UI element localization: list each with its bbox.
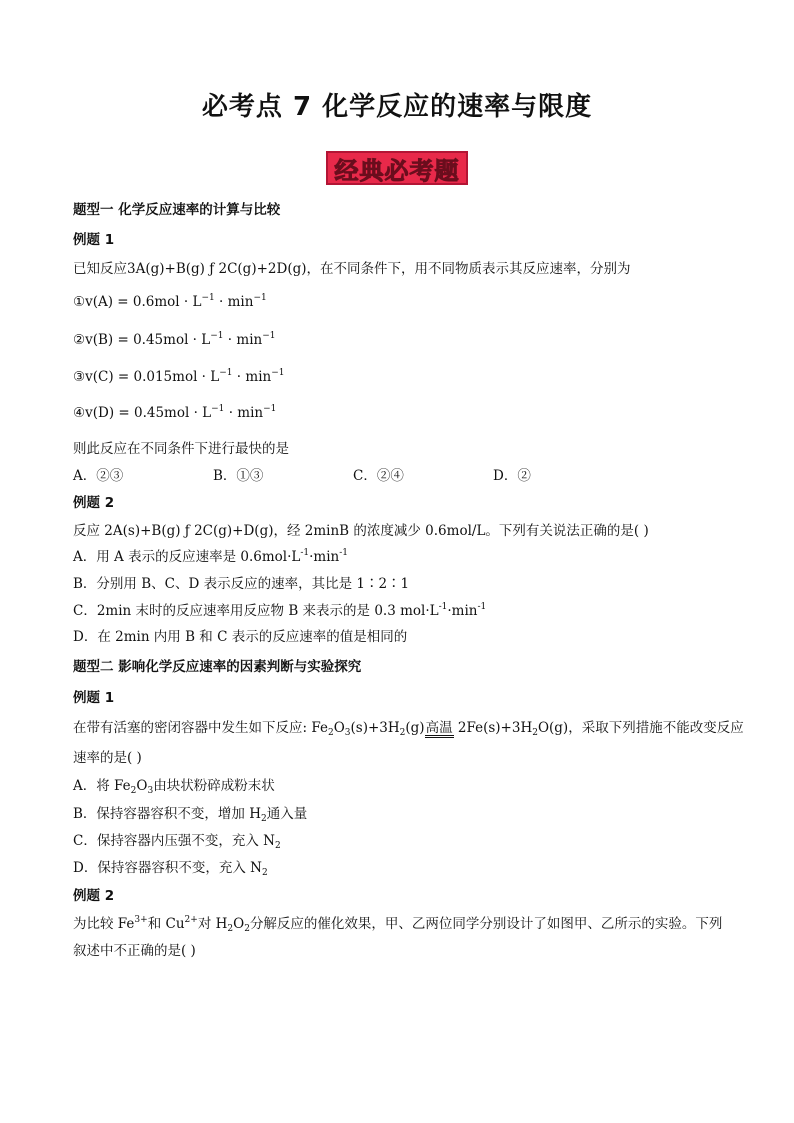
option-d: D．在 2min 内用 B 和 C 表示的反应速率的值是相同的 xyxy=(73,629,408,645)
option-b: B．分别用 B、C、D 表示反应的速率，其比是 1∶2∶1 xyxy=(73,576,410,592)
question-text: 则此反应在不同条件下进行最快的是 xyxy=(73,441,289,457)
rate-item: ①v(A) = $0.6mol \cdot L^{-1} \cdot \min^{-1}$ xyxy=(73,293,267,310)
option-a: A．②③ xyxy=(73,468,124,484)
example-label: 例题 1 xyxy=(73,690,115,706)
example-label: 例题 1 xyxy=(73,232,115,248)
option-c: C．保持容器内压强不变，充入 $N_2$ xyxy=(73,833,281,851)
option-b: B．①③ xyxy=(213,468,264,484)
badge-label: 经典必考题 xyxy=(334,156,460,185)
section-heading-2: 题型二 影响化学反应速率的因素判断与实验探究 xyxy=(73,659,362,675)
option-d: D．② xyxy=(493,468,531,484)
option-c: C．②④ xyxy=(353,468,404,484)
question-stem: 为比较 $Fe^{3+}$和 $Cu^{2+}$对 $H_2O_2$分解反应的催化效果，甲、乙两位同学分别设计了如图甲、乙所示的实验。下列 xyxy=(73,915,723,934)
section-heading-1: 题型一 化学反应速率的计算与比较 xyxy=(73,202,281,218)
page-title: 必考点 7 化学反应的速率与限度 xyxy=(201,92,593,122)
rate-item: ②v(B) = $0.45mol \cdot L^{-1} \cdot \min^{-1}$ xyxy=(73,331,276,348)
reaction-equation: 3A(g)+B(g) ƒ 2C(g)+2D(g) xyxy=(127,261,307,277)
rate-item: ④v(D) = $0.45mol \cdot L^{-1} \cdot \min^{-1}$ xyxy=(73,404,277,421)
option-c: C．2min 末时的反应速率用反应物 B 来表示的是 0.3 $mol\cdot L^{-1}\cdot\min^{-1}$ xyxy=(73,602,487,619)
option-a: A．用 A 表示的反应速率是 $0.6mol\cdot L^{-1}\cdot\min^{-1}$ xyxy=(73,548,349,565)
option-d: D．保持容器容积不变，充入 $N_2$ xyxy=(73,860,268,878)
classic-questions-badge xyxy=(326,151,468,185)
rate-item: ③v(C) = $0.015mol \cdot L^{-1} \cdot \min^{-1}$ xyxy=(73,368,285,385)
options-row xyxy=(73,464,673,484)
condition-high-temp: 高温 xyxy=(425,720,453,736)
question-stem-cont: 速率的是( ) xyxy=(73,750,142,766)
example-label: 例题 2 xyxy=(73,888,115,904)
question-stem: 已知反应3A(g)+B(g) ƒ 2C(g)+2D(g)，在不同条件下，用不同物质表示其反应速率，分别为 xyxy=(73,261,631,277)
question-stem: 反应 2A(s)+B(g) ƒ 2C(g)+D(g)，经 2minB 的浓度减少 0.6mol/L。下列有关说法正确的是( ) xyxy=(73,523,649,539)
example-label: 例题 2 xyxy=(73,495,115,511)
option-b: B．保持容器容积不变，增加 $H_2$通入量 xyxy=(73,806,308,824)
question-stem-cont: 叙述中不正确的是( ) xyxy=(73,943,196,959)
option-a: A．将 $Fe_2O_3$由块状粉碎成粉末状 xyxy=(73,778,275,796)
question-stem: 在带有活塞的密闭容器中发生如下反应: $Fe_2O_3(s)+3H_2(g)$高温 $2Fe(s)+3H_2O(g)$，采取下列措施不能改变反应 xyxy=(73,720,744,738)
